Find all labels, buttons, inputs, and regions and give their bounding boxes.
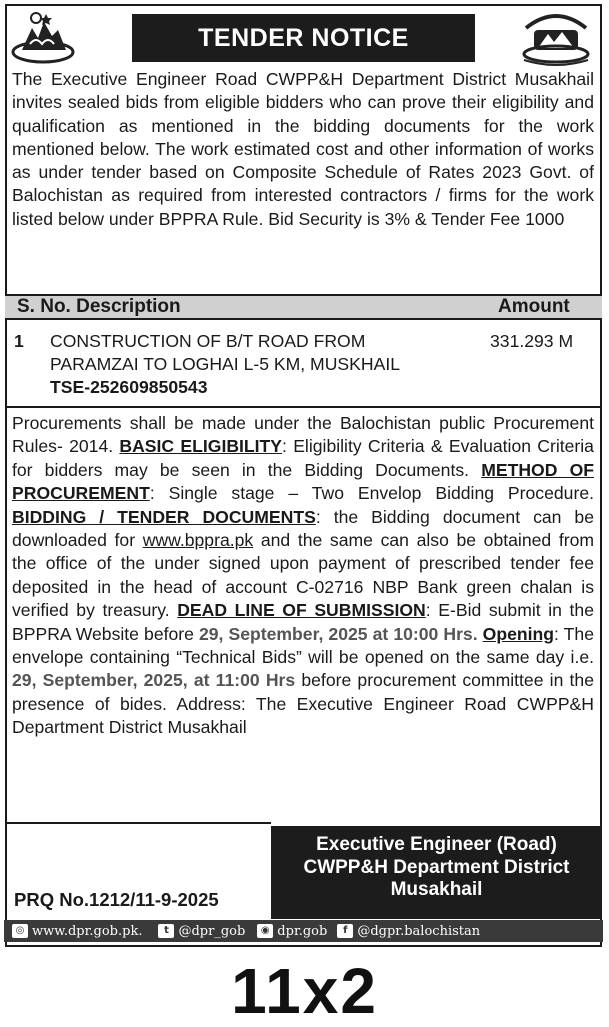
footer-facebook[interactable]	[337, 924, 480, 939]
notice-title: TENDER NOTICE	[132, 14, 475, 62]
signature-line-1: Executive Engineer (Road)	[316, 834, 557, 855]
instagram-icon: ◉	[257, 924, 273, 938]
text-rules: Procurements shall be made under the Balochistan public Procurement Rules- 2014.	[12, 413, 594, 457]
procurement-details	[12, 412, 594, 740]
footer-twitter[interactable]	[158, 924, 245, 939]
text-deadline: : E-Bid submit in the BPPRA Website before	[12, 600, 594, 644]
text-method: : Single stage – Two Envelop Bidding Procedure.	[149, 483, 594, 504]
bottom-divider	[5, 822, 271, 824]
twitter-icon: t	[158, 924, 174, 938]
text-documents: : the Bidding document can be downloaded for	[12, 506, 594, 551]
signature-line-3: Musakhail	[390, 879, 483, 900]
globe-icon: ◎	[12, 924, 28, 938]
row-sno: 1	[14, 331, 24, 351]
intro-paragraph: The Executive Engineer Road CWPP&H Department District Musakhail invites sealed bids from eligible bidders who can prove their eligibility and qualification as mentioned in the bidding documents for the work mentioned below. The work estimated cost and other information of works as under tender based on Composite Schedule of Rates 2023 Govt. of Balochistan as required from interested contractors / firms for the work listed below under BPPRA Rule. Bid Security is 3% & Tender Fee 1000	[12, 69, 594, 229]
table-header-divider	[5, 318, 602, 320]
text-eligibility: : Eligibility Criteria & Evaluation Criteria for bidders may be seen in the Bidding Documents.	[12, 436, 594, 480]
row-tse-number: TSE-252609850543	[50, 377, 208, 397]
header-sno-description: S. No. Description	[17, 296, 181, 317]
row-description-line-1: CONSTRUCTION OF B/T ROAD FROM	[50, 331, 366, 351]
footer-website-text: www.dpr.gob.pk.	[32, 923, 143, 939]
footer-instagram[interactable]	[257, 924, 327, 939]
balochistan-emblem-logo	[10, 8, 76, 66]
opening-date: 29, September, 2025, at 11:00 Hrs	[12, 670, 296, 691]
row-description-line-2: PARAMZAI TO LOGHAI L-5 KM, MUSKHAIL	[50, 354, 401, 374]
heading-opening: Opening	[482, 623, 555, 644]
footer-bar	[4, 920, 603, 942]
deadline-date: 29, September, 2025 at 10:00 Hrs.	[198, 623, 478, 644]
prq-number: PRQ No.1212/11-9-2025	[14, 889, 219, 910]
header-amount: Amount	[498, 296, 570, 317]
row-amount: 331.293 M	[490, 331, 574, 351]
text-payment: and the same can also be obtained from the office of the under signed upon payment of prescribed tender fee deposited in the head of account C-02716 NBP Bank green chalan is verified by treasury.	[12, 530, 595, 621]
ad-size-code: 11x2	[231, 955, 378, 1027]
footer-twitter-text: @dpr_gob	[178, 923, 246, 939]
footer-website[interactable]	[12, 924, 142, 939]
heading-basic-eligibility: BASIC ELIGIBILITY	[119, 436, 283, 457]
footer-facebook-text: @dgpr.balochistan	[357, 923, 481, 939]
footer-instagram-text: dpr.gob	[277, 923, 328, 939]
signature-line-2: CWPP&H Department District	[303, 856, 570, 878]
signature-block	[271, 826, 602, 919]
table-header	[5, 296, 602, 318]
text-opening: : The envelope containing “Technical Bids” will be opened on the same day i.e.	[12, 623, 594, 668]
bppra-link[interactable]: www.bppra.pk	[142, 530, 254, 551]
facebook-icon: f	[337, 924, 353, 938]
text-address: before procurement committee in the presence of bides. Address: The Executive Engineer Road CWPP&H Department District Musakhail	[12, 670, 594, 738]
heading-deadline: DEAD LINE OF SUBMISSION	[177, 600, 426, 621]
dgpr-logo	[516, 8, 596, 66]
table-bottom-divider	[5, 406, 602, 408]
heading-method-of-procurement: METHOD OF PROCUREMENT	[12, 459, 594, 504]
heading-bidding-documents: BIDDING / TENDER DOCUMENTS	[12, 506, 316, 527]
